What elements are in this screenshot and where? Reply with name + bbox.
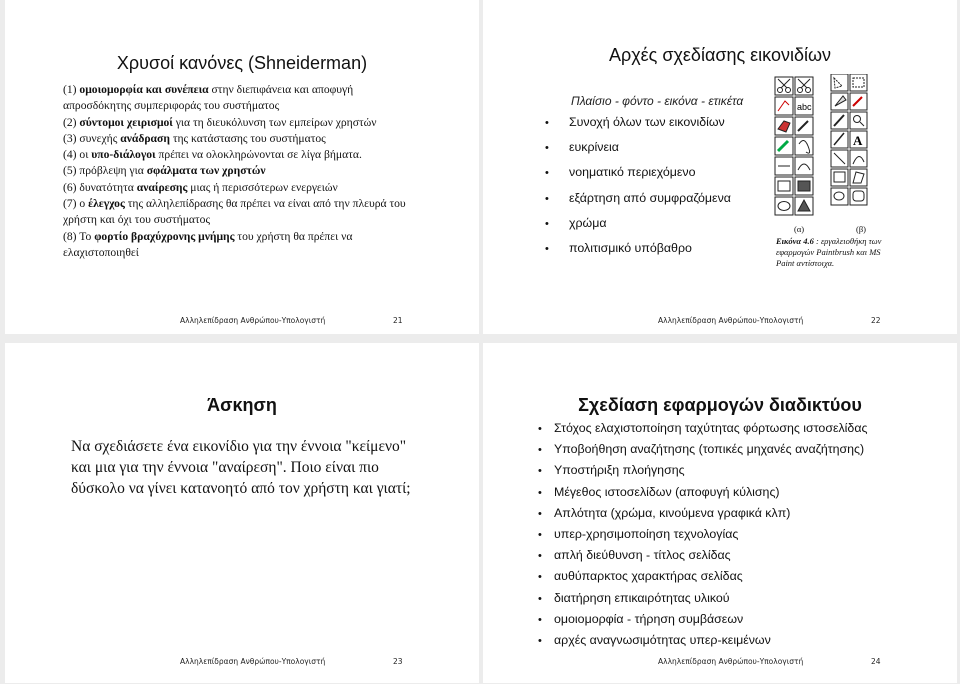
slide-21	[5, 0, 479, 334]
footer-label: Αλληλεπίδραση Ανθρώπου-Υπολογιστή	[180, 657, 326, 666]
rule-keyword: σύντομοι χειρισμοί	[79, 115, 173, 129]
toolbox-icons	[773, 74, 879, 224]
svg-text:abc: abc	[797, 102, 812, 112]
slide-title: Αρχές σχεδίασης εικονιδίων	[608, 45, 832, 65]
list-item: • νοηματικό περιεχόμενο	[545, 160, 731, 185]
list-item: • Απλότητα (χρώμα, κινούμενα γραφικά κλπ)	[538, 503, 867, 524]
rule-keyword: έλεγχος	[88, 197, 125, 211]
footer-label: Αλληλεπίδραση Ανθρώπου-Υπολογιστή	[180, 316, 326, 325]
rule-item	[63, 82, 418, 115]
caption-text: : εργαλειοθήκη των εφαρμογών Paintbrush και MS Paint αντίστοιχα.	[776, 236, 882, 268]
rule-item	[63, 115, 418, 131]
list-item: • Στόχος ελαχιστοποίηση ταχύτητας φόρτωσης ιστοσελίδας	[538, 418, 867, 439]
list-item: • Συνοχή όλων των εικονιδίων	[545, 110, 731, 135]
rule-text: στην διεπιφάνεια και αποφυγή απροσδόκητης συμπεριφοράς του συστήματος	[63, 83, 354, 113]
rules-list	[63, 82, 418, 261]
rule-item	[63, 196, 418, 229]
footer-label: Αλληλεπίδραση Ανθρώπου-Υπολογιστή	[658, 657, 804, 666]
list-item: • αυθύπαρκτος χαρακτήρας σελίδας	[538, 566, 867, 587]
scissors-icon	[775, 77, 793, 95]
list-item: • ομοιομορφία - τήρηση συμβάσεων	[538, 609, 867, 630]
rule-text: (4) οι	[63, 148, 92, 162]
rule-text: (6) δυνατότητα	[63, 180, 137, 194]
list-item: • Υποστήριξη πλοήγησης	[538, 460, 867, 481]
rule-keyword: ομοιομορφία και συνέπεια	[79, 83, 209, 96]
list-item: • χρώμα	[545, 211, 731, 236]
slide-subtitle: Πλαίσιο - φόντο - εικόνα - ετικέτα	[571, 94, 744, 108]
exercise-text: Να σχεδιάσετε ένα εικονίδιο για την έννοια "κείμενο" και μια για την έννοια "αναίρεση". Ποιο είναι πιο δύσκολο να γίνει κατανοητό από τον χρήστη και γιατί;	[71, 438, 411, 497]
web-design-list	[538, 418, 867, 651]
rule-keyword: ανάδραση	[120, 131, 170, 145]
rule-text: μιας ή περισσότερων ενεργειών	[187, 180, 338, 194]
rule-text: (8) Το	[63, 229, 95, 243]
caption-label-b: (β)	[856, 224, 866, 234]
list-item: • αρχές αναγνωσιμότητας υπερ-κειμένων	[538, 630, 867, 651]
rule-item	[63, 229, 418, 262]
slide-24	[483, 343, 957, 683]
rule-text: (3) συνεχής	[63, 131, 121, 145]
list-item: • Μέγεθος ιστοσελίδων (αποφυγή κύλισης)	[538, 482, 867, 503]
rule-text: για τη διευκόλυνση των εμπείρων χρηστών	[172, 115, 377, 129]
page-number: 24	[871, 657, 881, 666]
list-item: • εξάρτηση από συμφραζόμενα	[545, 186, 731, 211]
list-item: • απλή διεύθυνση - τίτλος σελίδας	[538, 545, 867, 566]
rule-item	[63, 163, 418, 179]
page-number: 23	[393, 657, 403, 666]
slide-title: Σχεδίαση εφαρμογών διαδικτύου	[578, 395, 862, 415]
list-item: • πολιτισμικό υπόβαθρο	[545, 236, 731, 261]
rule-keyword: υπο-διάλογοι	[91, 148, 156, 162]
svg-text:A: A	[853, 133, 863, 148]
list-item: • Υποβοήθηση αναζήτησης (τοπικές μηχανές αναζήτησης)	[538, 439, 867, 460]
rule-text: (1)	[63, 83, 80, 96]
rule-text: του χρήστη θα πρέπει να ελαχιστοποιηθεί	[63, 229, 353, 259]
footer-label: Αλληλεπίδραση Ανθρώπου-Υπολογιστή	[658, 316, 804, 325]
caption-label-a: (α)	[794, 224, 805, 234]
rule-keyword: αναίρεσης	[136, 180, 188, 194]
page-number: 22	[871, 316, 881, 325]
slide-23	[5, 343, 479, 683]
rule-keyword: φορτίο βραχύχρονης μνήμης	[94, 229, 235, 243]
rule-text: πρέπει να ολοκληρώνονται σε λίγα βήματα.	[155, 148, 362, 162]
caption-figure-ref: Εικόνα 4.6	[776, 236, 814, 246]
rule-item	[63, 180, 418, 196]
list-item: • υπερ-χρησιμοποίηση τεχνολογίας	[538, 524, 867, 545]
rule-text: (2)	[63, 115, 80, 129]
page-number: 21	[393, 316, 403, 325]
toolbox-figure	[773, 74, 879, 224]
rule-text: (5) πρόβλεψη για	[63, 164, 147, 178]
rule-text: της κατάστασης του συστήματος	[169, 131, 326, 145]
principles-list	[545, 110, 731, 261]
rule-text: της αλληλεπίδρασης θα πρέπει να είναι από την πλευρά του χρήστη και όχι του συστήματος	[63, 197, 406, 227]
list-item: • διατήρηση επικαιρότητας υλικού	[538, 588, 867, 609]
list-item: • ευκρίνεια	[545, 135, 731, 160]
rule-text: (7) ο	[63, 197, 89, 211]
rule-item	[63, 147, 418, 163]
slide-title: Άσκηση	[207, 395, 277, 415]
rule-item	[63, 131, 418, 147]
slide-title: Χρυσοί κανόνες (Shneiderman)	[116, 53, 368, 73]
slide-22	[483, 0, 957, 334]
rule-keyword: σφάλματα των χρηστών	[146, 164, 266, 178]
